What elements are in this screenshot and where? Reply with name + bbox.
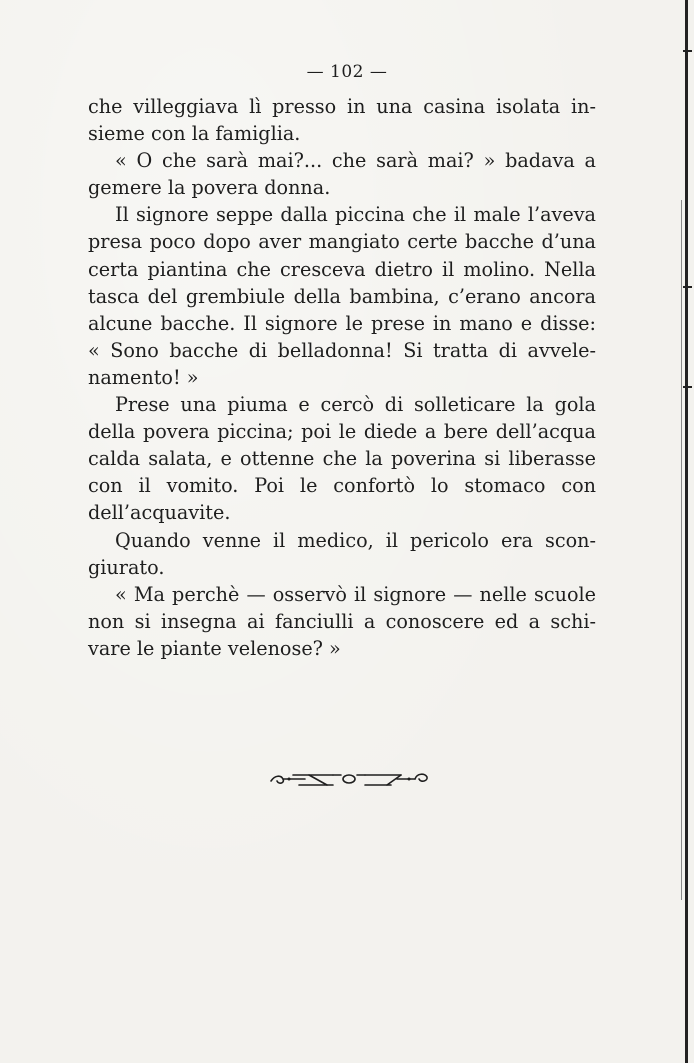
- text-line: che villeggiava lì presso in una casina isolata in-: [88, 95, 596, 118]
- text-line: Il signore seppe dalla piccina che il male l’aveva: [115, 203, 596, 227]
- text-line: « Sono bacche di belladonna! Si tratta di avvele-: [88, 338, 596, 362]
- text-line: namento! »: [88, 365, 199, 389]
- text-line: sieme con la famiglia.: [88, 122, 301, 146]
- page-edge-shadow: [681, 200, 682, 900]
- text-line: non si insegna ai fanciulli a conoscere ed a schi-: [88, 609, 596, 633]
- text-line: gemere la povera donna.: [88, 176, 331, 200]
- text-line: Quando venne il medico, il pericolo era scon-: [115, 528, 596, 552]
- text-line: con il vomito. Poi le confortò lo stomaco con: [88, 474, 596, 498]
- edge-mark: [683, 386, 692, 388]
- text-line: Prese una piuma e cercò di solleticare la gola: [115, 393, 596, 417]
- text-line: presa poco dopo aver mangiato certe bacche d’una: [88, 230, 596, 254]
- page-number: — 102 —: [306, 62, 388, 82]
- page-edge-line: [685, 0, 688, 1063]
- text-line: della povera piccina; poi le diede a bere dell’acqua: [88, 420, 596, 444]
- text-line: vare le piante velenose? »: [88, 636, 341, 660]
- text-line: giurato.: [88, 555, 165, 579]
- text-line: dell’acquavite.: [88, 501, 231, 525]
- text-line: alcune bacche. Il signore le prese in mano e disse:: [88, 311, 596, 335]
- edge-mark: [683, 50, 692, 52]
- body-text: [88, 93, 596, 662]
- decorative-flourish-icon: [269, 767, 429, 793]
- text-line: « O che sarà mai?... che sarà mai? » badava a: [115, 149, 596, 173]
- text-line: certa piantina che cresceva dietro il molino. Nella: [88, 257, 596, 281]
- edge-mark: [683, 286, 692, 288]
- text-line: tasca del grembiule della bambina, c’erano ancora: [88, 284, 596, 308]
- text-line: calda salata, e ottenne che la poverina si liberasse: [88, 447, 596, 471]
- text-line: « Ma perchè — osservò il signore — nelle scuole: [115, 582, 596, 606]
